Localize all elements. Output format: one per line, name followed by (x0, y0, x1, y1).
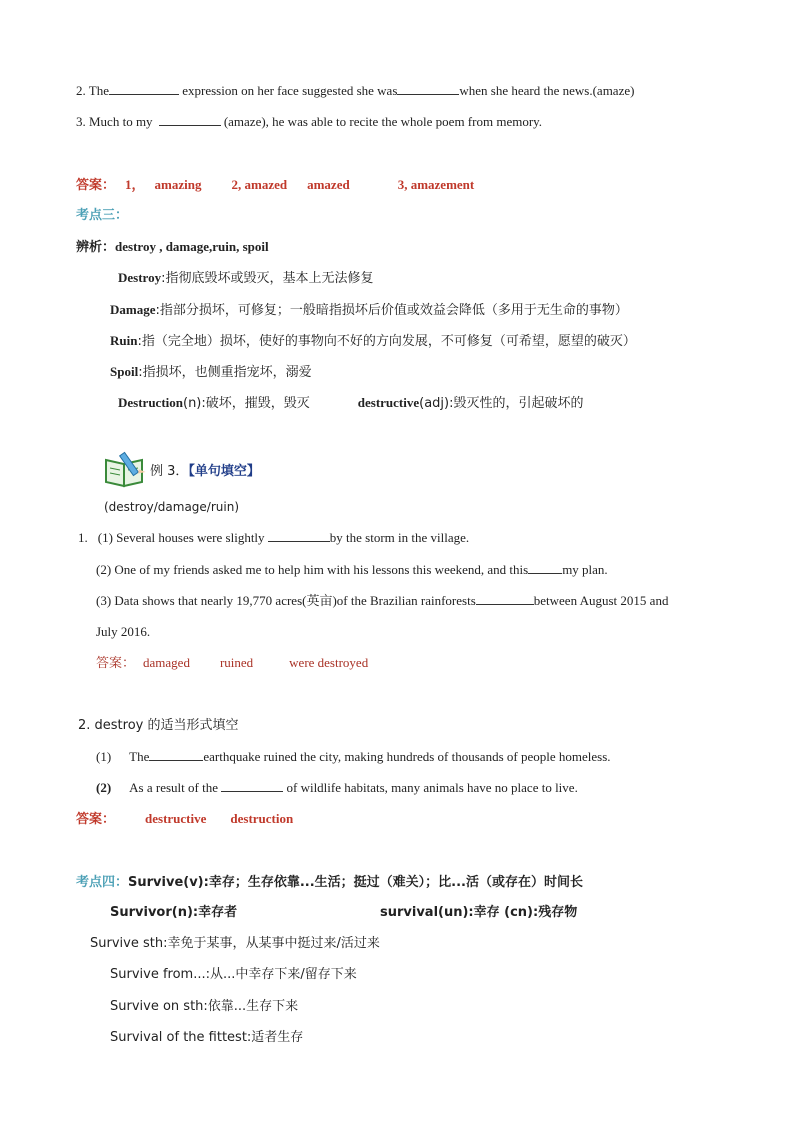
answer-value: destructive (145, 811, 207, 826)
ex1-s3 (96, 592, 668, 610)
def-damage (110, 301, 628, 320)
ex1-s1-text: (1) Several houses were slightly (97, 530, 268, 545)
survive-from: Survive from...:从...中幸存下来/留存下来 (110, 967, 357, 982)
answer-3-value: 3, amazement (397, 177, 475, 192)
ex2-s2-text: of wildlife habitats, many animals have no place to live. (283, 780, 578, 795)
answer-value: were destroyed (289, 655, 369, 670)
q3-prefix: 3. Much to my (76, 114, 153, 129)
example-label: 例 3． (150, 464, 189, 479)
answer-label: 答案： (96, 656, 136, 671)
answer-1-value: amazing (154, 177, 202, 192)
term: destructive (357, 395, 420, 410)
q2-mid: expression on her face suggested she was (178, 83, 398, 98)
term: Damage (110, 302, 156, 317)
term: Destruction (118, 395, 183, 410)
ex1-s2-text: (2) One of my friends asked me to help him with his lessons this weekend, and this (96, 562, 529, 577)
survive-sth: Survive sth:幸免于某事，从某事中挺过来/活过来 (90, 936, 380, 951)
ex2-number: (1) (96, 749, 112, 764)
answer-value: destruction (230, 811, 294, 826)
blank (149, 748, 203, 761)
survivor-def: Survivor(n):幸存者 (110, 905, 238, 920)
ex1-answer (96, 654, 368, 673)
def-destruction (118, 394, 584, 413)
term: Destroy (118, 270, 162, 285)
survival-def: survival(un):幸存 (cn):残存物 (380, 905, 578, 920)
ex1-s3-cont: July 2016. (96, 624, 151, 639)
ex1-s1-text: by the storm in the village. (329, 530, 470, 545)
blank (528, 561, 562, 574)
answer-2b-value: amazed (307, 177, 350, 192)
ex2-s1-text: earthquake ruined the city, making hundreds of thousands of people homeless. (203, 749, 611, 764)
ex2-s2-text: As a result of the (129, 780, 222, 795)
ex1-s3-text: (3) Data shows that nearly 19,770 acres(英亩)of the Brazilian rainforests (96, 593, 476, 608)
definition: :指彻底毁坏或毁灭，基本上无法修复 (161, 271, 374, 286)
ex2-answer (76, 810, 293, 829)
definition: :指部分损坏，可修复；一般暗指损坏后价值或效益会降低（多用于无生命的事物） (155, 303, 628, 318)
key-point-4-head: Survive(v):幸存；生存依靠...生活；挺过（难关）；比...活（或存在）时间长 (128, 875, 583, 890)
def-ruin (110, 332, 636, 351)
analysis-words: destroy , damage,ruin, spoil (115, 239, 269, 254)
survival-fittest: Survival of the fittest:适者生存 (110, 1030, 304, 1045)
analysis-label: 辨析： (76, 240, 116, 255)
answer-2-value: 2, amazed (231, 177, 288, 192)
ex2-title: 2. destroy 的适当形式填空 (78, 718, 239, 733)
blank (397, 82, 459, 95)
ex1-s2-text: my plan. (562, 562, 608, 577)
ex1-s3-text: between August 2015 and (533, 593, 669, 608)
answer-value: damaged (143, 655, 190, 670)
blank (268, 529, 330, 542)
answer-1-num: 1， (125, 177, 145, 192)
def-spoil (110, 363, 312, 382)
q3-suffix: (amaze), he was able to recite the whole poem from memory. (220, 114, 543, 129)
survive-on: Survive on sth:依靠...生存下来 (110, 999, 299, 1014)
ex2-s2 (96, 779, 578, 797)
example-type: 【单句填空】 (188, 464, 260, 479)
definition: (adj):毁灭性的，引起破坏的 (419, 396, 584, 411)
answer-value: ruined (219, 655, 254, 670)
q2-suffix: when she heard the news.(amaze) (459, 83, 635, 98)
answer-1 (76, 176, 474, 195)
example-3-title (150, 462, 260, 481)
blank (221, 779, 283, 792)
ex1-s1 (78, 529, 469, 547)
question-2 (76, 82, 634, 100)
analysis-heading (76, 238, 269, 257)
example-hint: (destroy/damage/ruin) (104, 500, 240, 514)
definition: :指损坏，也侧重指宠坏，溺爱 (138, 365, 312, 380)
def-destroy (118, 269, 373, 288)
q2-prefix: 2. The (76, 83, 109, 98)
key-point-4-title: 考点四： (76, 875, 129, 890)
ex2-s1 (96, 748, 611, 766)
key-point-4 (76, 873, 583, 892)
definition: (n):破坏，摧毁，毁灭 (183, 396, 310, 411)
book-pencil-icon (104, 450, 148, 488)
ex1-s2 (96, 561, 608, 579)
ex2-number: (2) (96, 780, 112, 795)
term: Ruin (110, 333, 138, 348)
term: Spoil (110, 364, 139, 379)
key-point-3-title: 考点三： (76, 208, 129, 223)
question-3 (76, 113, 542, 131)
blank (159, 113, 221, 126)
definition: :指（完全地）损坏，使好的事物向不好的方向发展，不可修复（可希望，愿望的破灭） (137, 334, 636, 349)
answer-label: 答案： (76, 178, 116, 193)
ex1-number: 1. (78, 530, 88, 545)
blank (109, 82, 179, 95)
ex2-s1-text: The (129, 749, 150, 764)
answer-label: 答案： (76, 812, 116, 827)
blank (476, 592, 534, 605)
